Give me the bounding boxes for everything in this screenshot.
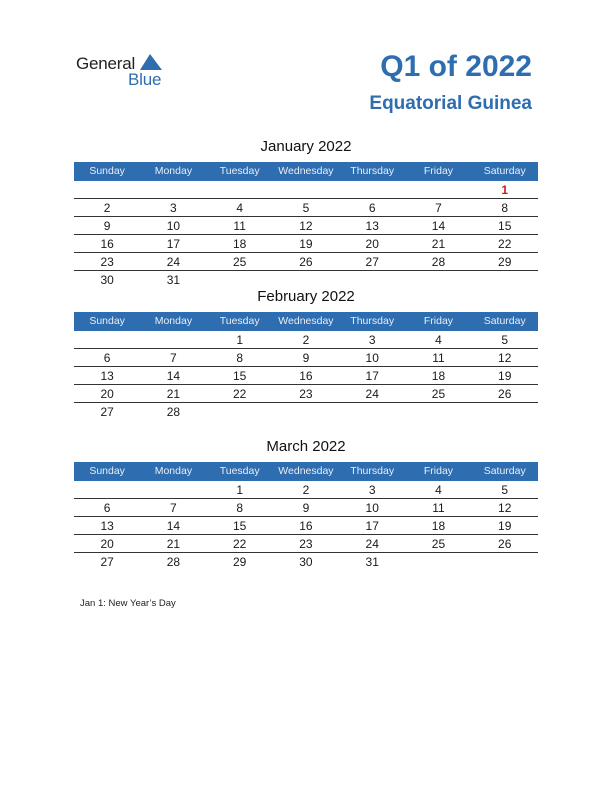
weekday-label: Sunday <box>89 315 125 327</box>
day-cell: 1 <box>501 183 509 197</box>
empty-day-cell <box>207 403 273 420</box>
week-row <box>74 331 538 349</box>
page-subtitle: Equatorial Guinea <box>369 93 532 114</box>
day-cell: 29 <box>232 555 247 569</box>
month-name: February 2022 <box>257 288 355 305</box>
empty-day-cell <box>74 481 140 498</box>
empty-day-cell <box>140 181 206 198</box>
day-cell: 2 <box>302 333 310 347</box>
month-march <box>74 436 538 570</box>
day-cell: 2 <box>302 483 310 497</box>
day-cell: 11 <box>432 351 445 365</box>
page-title: Q1 of 2022 <box>380 50 532 83</box>
month-february <box>74 286 538 420</box>
day-cell: 25 <box>232 255 247 269</box>
empty-day-cell <box>74 181 140 198</box>
day-cell: 27 <box>100 555 114 569</box>
day-cell: 24 <box>365 537 379 551</box>
weekday-label: Tuesday <box>219 465 260 477</box>
holiday-notes <box>80 598 176 609</box>
day-cell: 14 <box>166 519 181 533</box>
empty-day-cell <box>273 181 339 198</box>
empty-day-cell <box>472 403 538 420</box>
logo-word-blue: Blue <box>128 70 162 89</box>
weekday-header-row <box>74 312 538 331</box>
month-name: March 2022 <box>266 438 346 455</box>
weekday-label: Friday <box>423 165 454 177</box>
weekday-label: Wednesday <box>278 315 334 327</box>
day-cell: 28 <box>431 255 446 269</box>
week-row <box>74 253 538 271</box>
empty-day-cell <box>140 331 206 348</box>
week-row <box>74 481 538 499</box>
day-cell: 13 <box>365 219 379 233</box>
day-cell: 19 <box>299 237 313 251</box>
week-row <box>74 403 538 420</box>
day-cell: 9 <box>103 219 111 233</box>
day-cell: 8 <box>501 201 509 215</box>
day-cell: 18 <box>431 519 446 533</box>
day-cell: 6 <box>368 201 376 215</box>
day-cell: 16 <box>299 369 313 383</box>
weekday-label: Monday <box>154 465 193 477</box>
day-cell: 4 <box>435 333 442 347</box>
day-cell: 12 <box>299 219 313 233</box>
day-cell: 19 <box>498 369 512 383</box>
day-cell: 4 <box>236 201 243 215</box>
day-cell: 18 <box>232 237 247 251</box>
empty-day-cell <box>405 553 471 570</box>
day-cell: 6 <box>103 351 111 365</box>
day-cell: 28 <box>166 405 181 419</box>
day-cell: 17 <box>166 237 181 251</box>
weekday-label: Saturday <box>483 315 526 327</box>
day-cell: 17 <box>365 369 379 383</box>
day-cell: 12 <box>498 501 512 515</box>
day-cell: 9 <box>302 501 310 515</box>
empty-day-cell <box>339 181 405 198</box>
month-name: January 2022 <box>260 138 352 155</box>
logo-word-general: General <box>76 54 136 73</box>
day-cell: 26 <box>498 537 512 551</box>
weekday-label: Friday <box>423 465 454 477</box>
day-cell: 13 <box>100 519 114 533</box>
day-cell: 31 <box>166 273 181 287</box>
day-cell: 27 <box>100 405 114 419</box>
holiday-note: Jan 1: New Year’s Day <box>80 598 176 609</box>
day-cell: 21 <box>166 537 181 551</box>
day-cell: 22 <box>498 237 512 251</box>
day-cell: 25 <box>431 387 446 401</box>
day-cell: 19 <box>498 519 512 533</box>
day-cell: 21 <box>431 237 446 251</box>
day-cell: 23 <box>299 537 313 551</box>
week-row <box>74 367 538 385</box>
day-cell: 14 <box>166 369 181 383</box>
day-cell: 15 <box>232 369 247 383</box>
day-cell: 3 <box>368 483 376 497</box>
weekday-label: Sunday <box>89 165 125 177</box>
day-cell: 7 <box>170 351 177 365</box>
weekday-label: Wednesday <box>278 465 334 477</box>
day-cell: 25 <box>431 537 446 551</box>
day-cell: 3 <box>170 201 177 215</box>
weekday-label: Thursday <box>350 165 395 177</box>
day-cell: 26 <box>498 387 512 401</box>
day-cell: 8 <box>236 351 243 365</box>
day-cell: 30 <box>299 555 313 569</box>
empty-day-cell <box>140 481 206 498</box>
week-row <box>74 235 538 253</box>
week-row <box>74 499 538 517</box>
day-cell: 10 <box>166 219 181 233</box>
empty-day-cell <box>273 403 339 420</box>
week-row <box>74 199 538 217</box>
week-row <box>74 385 538 403</box>
day-cell: 5 <box>501 483 509 497</box>
day-cell: 27 <box>365 255 379 269</box>
weekday-label: Tuesday <box>219 165 260 177</box>
day-cell: 2 <box>103 201 111 215</box>
day-cell: 29 <box>498 255 512 269</box>
day-cell: 28 <box>166 555 181 569</box>
week-row <box>74 349 538 367</box>
day-cell: 14 <box>431 219 446 233</box>
day-cell: 20 <box>100 387 114 401</box>
day-cell: 16 <box>100 237 114 251</box>
week-row <box>74 535 538 553</box>
day-cell: 11 <box>233 219 246 233</box>
day-cell: 13 <box>100 369 114 383</box>
weekday-label: Saturday <box>483 465 526 477</box>
day-cell: 1 <box>236 483 243 497</box>
weekday-label: Friday <box>423 315 454 327</box>
empty-day-cell <box>74 331 140 348</box>
day-cell: 7 <box>435 201 442 215</box>
day-cell: 1 <box>236 333 243 347</box>
empty-day-cell <box>207 181 273 198</box>
weekday-label: Monday <box>154 315 193 327</box>
weekday-label: Thursday <box>350 465 395 477</box>
day-cell: 5 <box>501 333 509 347</box>
day-cell: 9 <box>302 351 310 365</box>
day-cell: 15 <box>232 519 247 533</box>
week-row <box>74 181 538 199</box>
weekday-label: Saturday <box>483 165 526 177</box>
day-cell: 22 <box>232 387 247 401</box>
day-cell: 11 <box>432 501 445 515</box>
empty-day-cell <box>405 181 471 198</box>
brand-logo <box>76 52 186 92</box>
day-cell: 10 <box>365 351 379 365</box>
day-cell: 23 <box>100 255 114 269</box>
day-cell: 23 <box>299 387 313 401</box>
day-cell: 17 <box>365 519 379 533</box>
weekday-header-row <box>74 462 538 481</box>
day-cell: 4 <box>435 483 442 497</box>
day-cell: 7 <box>170 501 177 515</box>
empty-day-cell <box>339 403 405 420</box>
day-cell: 26 <box>299 255 313 269</box>
week-row <box>74 217 538 235</box>
logo-triangle-icon <box>140 54 162 70</box>
day-cell: 31 <box>365 555 379 569</box>
day-cell: 5 <box>302 201 310 215</box>
day-cell: 16 <box>299 519 313 533</box>
weekday-label: Tuesday <box>219 315 260 327</box>
weekday-label: Monday <box>154 165 193 177</box>
weekday-label: Thursday <box>350 315 395 327</box>
week-row <box>74 517 538 535</box>
day-cell: 3 <box>368 333 376 347</box>
day-cell: 30 <box>100 273 114 287</box>
day-cell: 20 <box>100 537 114 551</box>
empty-day-cell <box>472 553 538 570</box>
weekday-label: Sunday <box>89 465 125 477</box>
day-cell: 20 <box>365 237 379 251</box>
day-cell: 8 <box>236 501 243 515</box>
day-cell: 22 <box>232 537 247 551</box>
day-cell: 12 <box>498 351 512 365</box>
day-cell: 24 <box>365 387 379 401</box>
empty-day-cell <box>405 403 471 420</box>
day-cell: 24 <box>166 255 181 269</box>
day-cell: 10 <box>365 501 379 515</box>
weekday-label: Wednesday <box>278 165 334 177</box>
day-cell: 15 <box>498 219 512 233</box>
day-cell: 18 <box>431 369 446 383</box>
day-cell: 21 <box>166 387 181 401</box>
week-row <box>74 553 538 570</box>
day-cell: 6 <box>103 501 111 515</box>
weekday-header-row <box>74 162 538 181</box>
month-january <box>74 136 538 288</box>
